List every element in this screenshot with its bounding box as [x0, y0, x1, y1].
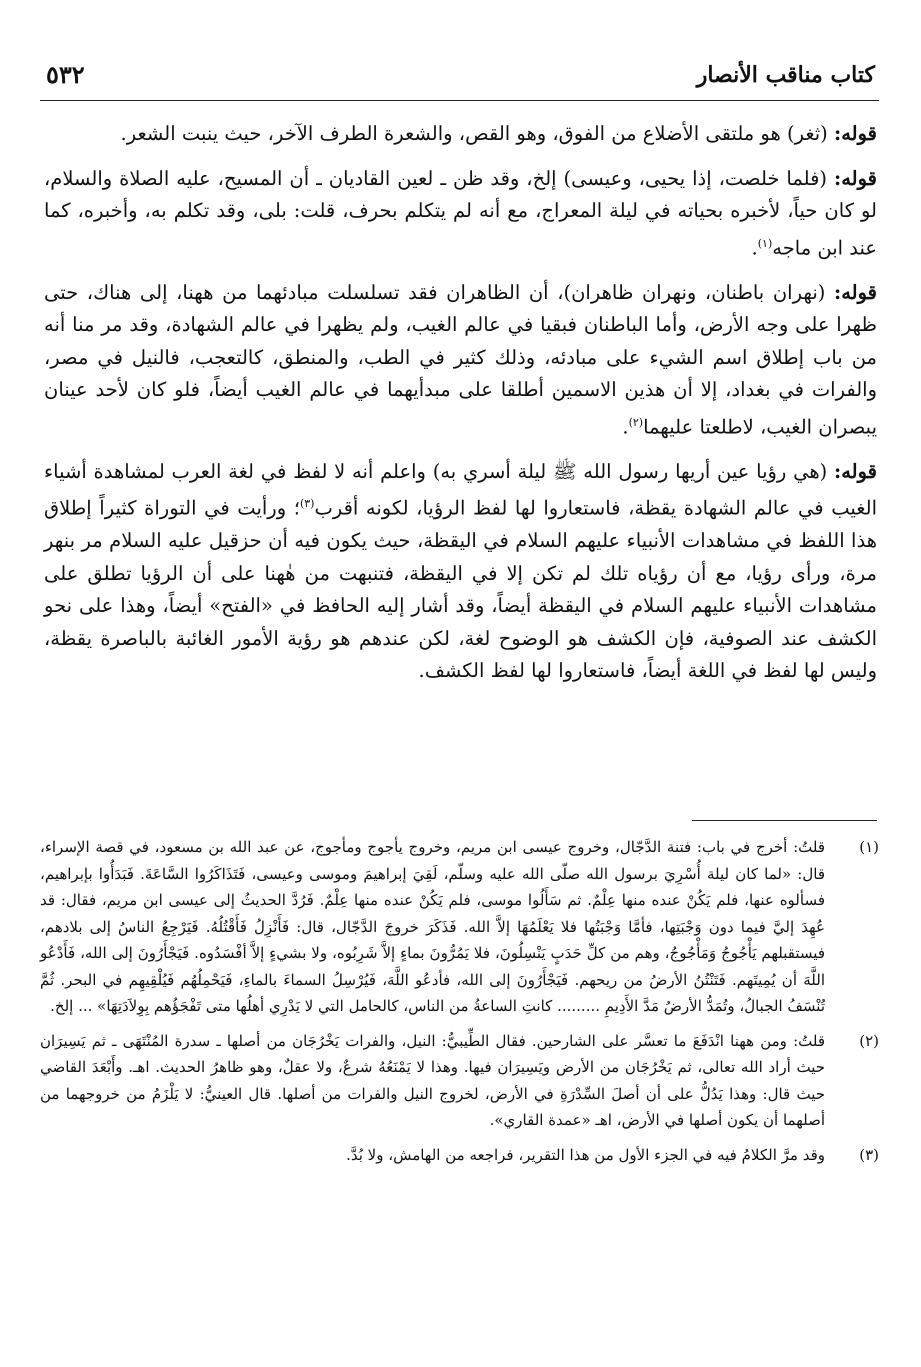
paragraph-lead: قوله: — [834, 166, 878, 190]
footnote — [40, 1028, 881, 1134]
footnote-text: قلتُ: ومن ههنا انْدَفَعَ ما تعسَّر على الشارحين. فقال الطِّيبيُّ: النيل، والفرات يَخْرُجَان من أصلها ـ سدرة المُنْتَهَى ـ ثم يَسِيرَان حيث أراد الله تعالى، ثم يَخْرُجَان من الأرض ويَسِيرَان فيها. وهذا لا يَمْنَعُهُ شرعٌ، ولا عقلٌ، وهو ظاهرُ الحديث. اهـ. وأَبْعَدَ القاضي حيث قال: وهذا يَدُلُّ على أن أصلَ السِّدْرَةِ في الأرض، لخروج النيل والفرات من أصلها. قال العينيُّ: لا يَلْزَمُ من خروجهما من أصلهما أن يكون أصلها في الأرض، اهـ «عمدة القاري». — [40, 1031, 825, 1129]
paragraph-tail: ؛ ورأيت في التوراة كثيراً إطلاق هذا اللفظ في مشاهدات الأنبياء عليهم السلام في اليقظة، حيث يكون فيه أن حزقيل عليه السلام مر بنهر مرة، ورأى رؤيا، مع أن رؤياه تلك لم تكن إلا في اليقظة، فتنبهت من هٰهنا على أن الرؤيا تطلق على مشاهدات الأنبياء عليهم السلام في اليقظة أيضاً، وقد أشار إليه الحافظ في «الفتح» أيضاً، وهذا على نحو الكشف عند الصوفية، فإن الكشف هو الوضوح لغة، لكن عندهم هو رؤية الأمور الغائبة بالباصرة يقظة، وليس لها لفظ في اللغة أيضاً، فاستعاروا لها لفظ الكشف. — [44, 496, 877, 682]
footnote-number: (١) — [859, 838, 879, 856]
paragraph — [44, 277, 877, 444]
footnote-reference[interactable]: (١) — [757, 236, 773, 250]
paragraph-tail: . — [622, 415, 629, 438]
footnote-reference[interactable]: (٢) — [628, 415, 644, 429]
paragraph — [44, 163, 877, 265]
paragraph — [44, 118, 877, 151]
footnote-number: (٢) — [859, 1031, 879, 1050]
paragraph-lead: قوله: — [834, 459, 877, 483]
page-header — [40, 60, 879, 101]
paragraph-lead: قوله: — [834, 280, 877, 304]
paragraph-lead: قوله: — [834, 122, 877, 145]
footnote-divider — [692, 820, 877, 821]
paragraph-text: (ثغر) هو ملتقى الأضلاع من الفوق، وهو القص، والشعرة الطرف الآخر، حيث ينبت الشعر. — [120, 122, 828, 145]
footnote-text: قلتُ: أخرج في باب: فتنة الدَّجّال، وخروج عيسى ابن مريم، وخروج يأجوج ومأجوج، عن عبد الله بن مسعود، في قصة الإسراء، قال: «لما كان ليلة أُسْرِيَ برسول الله صلّى الله عليه وسلّم، لَقِيَ إبراهيمَ وموسى وعيسى، فَتَذَاكَرُوا السَّاعَةَ. فَبَدَأُوا بإبراهيم، فسألوه عنها، فلم يَكُنْ عنده منها عِلْمٌ. ثم سَأَلُوا موسى، فلم يَكُنْ عنده منها عِلْمٌ. فَرُدَّ الحديثُ إلى عيسى ابن مريم، فقال: قد عُهِدَ إليَّ فيما دون وَجْبَتِها، فأمَّا وَجْبَتُها فلا يَعْلَمُهَا إلاَّ الله. فَذَكَرَ خروجَ الدَّجّال، قال: فَأَنْزِلُ فَأَقْتُلُهُ. فَيَرْجِعُ الناسُ إلى بلادهم، فيستقبلهم يَأْجُوجُ وَمَأْجُوجُ، وهم من كلِّ حَدَبٍ يَنْسِلُونَ، فلا يَمُرُّونَ بماءٍ إلاَّ شَرِبُوه، ولا بشيءٍ إلاَّ أفْسَدُوه. فَيَجْأَرُونَ إلى الله، فَأَدْعُو اللَّهَ أن يُمِيتَهم. فَتَنْتُنُ الأرضُ من ريحهم. فَيَجْأَرُونَ إلى الله، فأدعُو اللَّهَ، فَيُرْسِلُ السماءَ بالماءِ، فَيَحْمِلُهُم فَيُلْقِيهِم في البحر. ثُمَّ تُنْسَفُ الجبالُ، وتُمَدُّ الأرضُ مَدَّ الأَدِيمِ ......... كانتِ الساعةُ من الناس، كالحامل التي لا يَدْرِي أهلُها متى تَفْجَؤُهم بِوِلاَدَتِهَا» ... إلخ. — [40, 838, 825, 1015]
running-title: كتاب مناقب الأنصار — [696, 62, 875, 88]
paragraph-text: (نهران باطنان، ونهران ظاهران)، أن الظاهران فقد تسلسلت مبادئهما من ههنا، إلى هناك، حتى ظهرا على وجه الأرض، وأما الباطنان فبقيا في عالم الغيب، ولم يظهرا في عالم الشهادة، وقد مر منا أنه من باب إطلاق اسم الشيء على مبادئه، وذلك كثير في الطب، والمنطق، كالتعجب، فالنيل في مصر، والفرات في بغداد، إلا أن هذين الاسمين أطلقا على مبدأيهما في عالم الغيب أيضاً، فلو كان لأحد عينان يبصران الغيب، لاطلعتا عليهما — [44, 280, 877, 438]
paragraph — [44, 456, 877, 688]
footnote-number: (٣) — [859, 1145, 879, 1164]
paragraph-text: (فلما خلصت، إذا يحيى، وعيسى) إلخ، وقد ظن ـ لعين القاديان ـ أن المسيح، عليه الصلاة والسلام، لو كان حياً، لأخبره بحياته في ليلة المعراج، مع أنه لم يتكلم بحرف، قلت: بلى، وقد تكلم به، وأخبره، كما عند ابن ماجه — [44, 166, 877, 259]
footnote-reference[interactable]: (٣) — [299, 497, 315, 510]
paragraph-text: (هي رؤيا عين أريها رسول الله ﷺ ليلة أسري به) واعلم أنه لا لفظ في لغة العرب لمشاهدة أشياء الغيب في عالم الشهادة يقظة، فاستعاروا لها لفظ الرؤيا، لكونه أقرب — [44, 459, 877, 520]
paragraph-tail: . — [751, 236, 758, 259]
footnote — [40, 834, 881, 1020]
page-number: ٥٣٢ — [46, 60, 85, 89]
footnote — [40, 1142, 881, 1169]
footnote-text: وقد مرَّ الكلامُ فيه في الجزء الأول من هذا التقرير، فراجعه من الهامش، ولا بُدَّ. — [346, 1145, 825, 1164]
main-text — [44, 118, 877, 700]
footnotes — [40, 834, 881, 1176]
